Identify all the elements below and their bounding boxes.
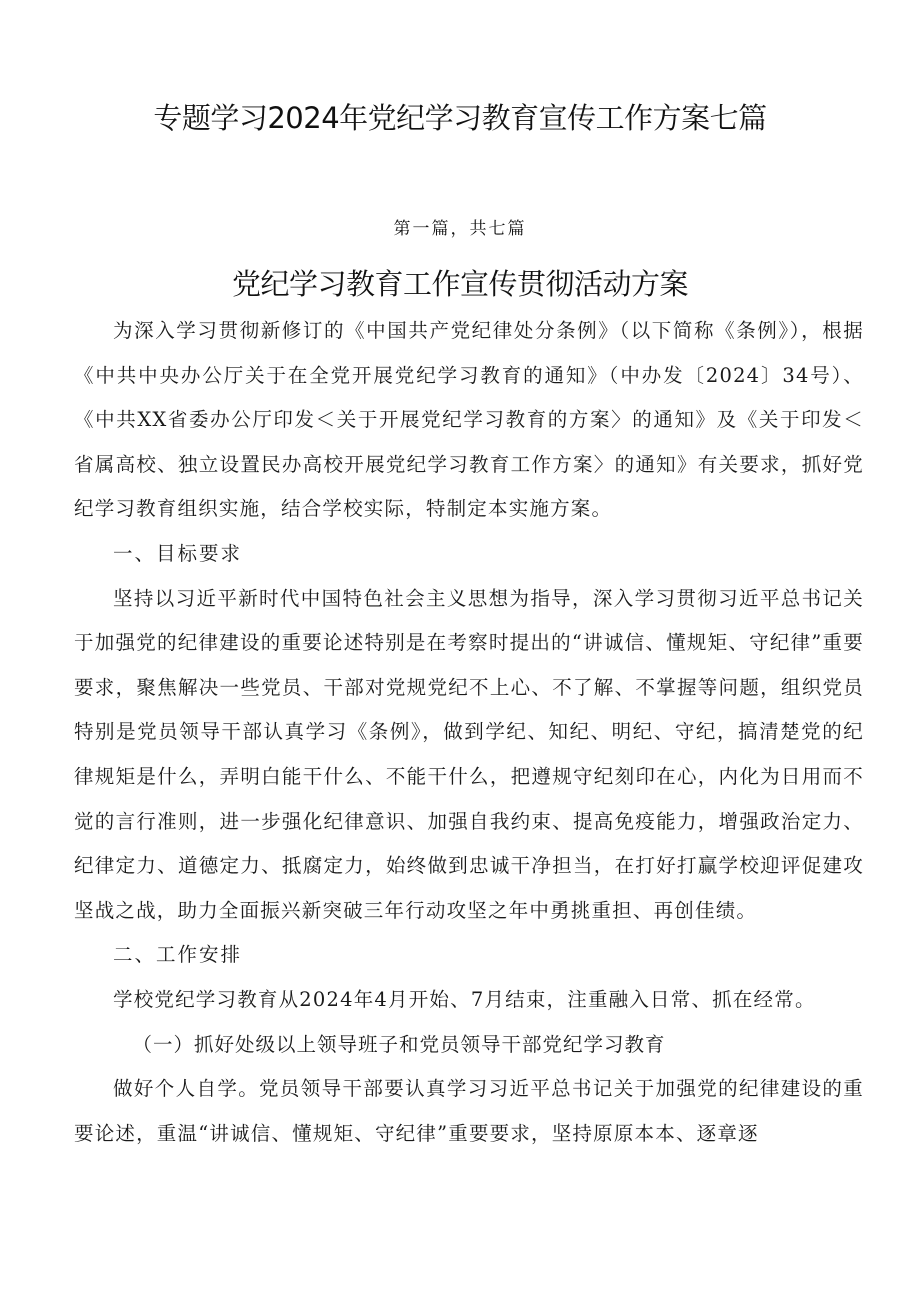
paragraph-intro: 为深入学习贯彻新修订的《中国共产党纪律处分条例》（以下简称《条例》），根据《中共中央办公厅关于在全党开展党纪学习教育的通知》（中办发〔2024〕34号）、《中共XX省委办公厅印发＜关于开展党纪学习教育的方案〉的通知》及《关于印发＜省属高校、独立设置民办高校开展党纪学习教育工作方案〉的通知》有关要求，抓好党纪学习教育组织实施，结合学校实际，特制定本实施方案。 [74,319,864,521]
heading-arrangement: 二、工作安排 [113,943,243,967]
paragraph-schedule: 学校党纪学习教育从2024年4月开始、7月结束，注重融入日常、抓在经常。 [113,987,816,1011]
document-body [74,309,864,1156]
section-title: 党纪学习教育工作宣传贯彻活动方案 [231,267,688,301]
document-title: 专题学习2024年党纪学习教育宣传工作方案七篇 [153,101,767,135]
heading-goals: 一、目标要求 [113,541,243,565]
paragraph-goals: 坚持以习近平新时代中国特色社会主义思想为指导，深入学习贯彻习近平总书记关于加强党的纪律建设的重要论述特别是在考察时提出的“讲诚信、懂规矩、守纪律”重要要求，聚焦解决一些党员、干部对党规党纪不上心、不了解、不掌握等问题，组织党员特别是党员领导干部认真学习《条例》，做到学纪、知纪、明纪、守纪，搞清楚党的纪律规矩是什么，弄明白能干什么、不能干什么，把遵规守纪刻印在心，内化为日用而不觉的言行准则，进一步强化纪律意识、加强自我约束、提高免疫能力，增强政治定力、纪律定力、道德定力、抵腐定力，始终做到忠诚干净担当，在打好打赢学校迎评促建攻坚战之战，助力全面振兴新突破三年行动攻坚之年中勇挑重担、再创佳绩。 [74,586,864,922]
subheading-leadership: （一）抓好处级以上领导班子和党员领导干部党纪学习教育 [132,1032,666,1056]
part-label: 第一篇，共七篇 [393,219,527,239]
paragraph-self-study: 做好个人自学。党员领导干部要认真学习习近平总书记关于加强党的纪律建设的重要论述，重温“讲诚信、懂规矩、守纪律”重要要求，坚持原原本本、逐章逐 [74,1077,864,1145]
